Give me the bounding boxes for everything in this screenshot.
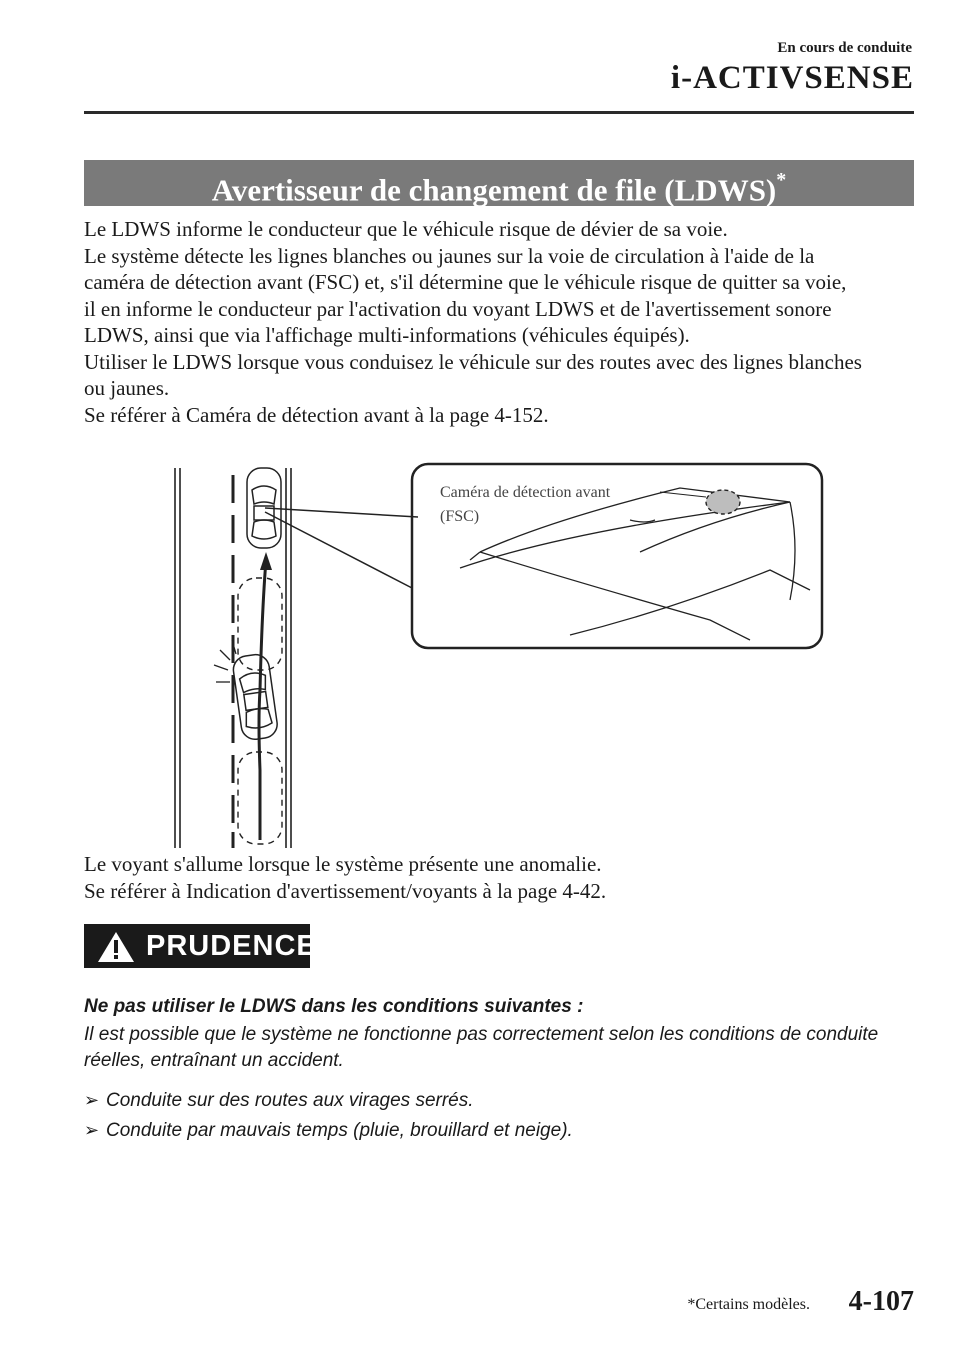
indicator-line: Se référer à Indication d'avertissement/voyants à la page 4-42. <box>84 878 607 903</box>
ldws-illustration <box>150 460 830 850</box>
intro-line: Le LDWS informe le conducteur que le véhicule risque de dévier de sa voie. <box>84 217 728 241</box>
caution-bullet <box>84 1120 573 1142</box>
bullet-text: Conduite sur des routes aux virages serrés. <box>106 1090 474 1111</box>
caution-text <box>84 1022 924 1074</box>
caution-heading: Ne pas utiliser le LDWS dans les conditions suivantes : <box>84 996 584 1017</box>
indicator-paragraph <box>84 851 924 904</box>
intro-line: ou jaunes. <box>84 376 170 400</box>
fsc-leader-line <box>660 492 706 497</box>
warning-triangle-icon <box>96 930 136 964</box>
footnote: *Certains modèles. <box>687 1296 810 1313</box>
page-number: 4-107 <box>848 1286 914 1317</box>
chapter-header: i-ACTIVSENSE <box>670 60 914 96</box>
arrow-bullet-icon: ➢ <box>84 1090 100 1110</box>
header-rule <box>84 111 914 114</box>
intro-line: Se référer à Caméra de détection avant à la page 4-152. <box>84 402 549 427</box>
indicator-line: Le voyant s'allume lorsque le système présente une anomalie. <box>84 852 602 876</box>
travel-arrow-head <box>260 552 272 570</box>
travel-path <box>259 560 266 840</box>
intro-paragraph <box>84 216 924 428</box>
fsc-camera-marker <box>706 490 740 514</box>
car-drifting <box>232 653 279 741</box>
pointer-line-upper <box>265 508 418 517</box>
caution-badge <box>84 924 317 968</box>
intro-line: caméra de détection avant (FSC) et, s'il détermine que le véhicule risque de quitter sa voie, <box>84 270 847 294</box>
intro-line: Utiliser le LDWS lorsque vous conduisez le véhicule sur des routes avec des lignes blanches <box>84 349 862 374</box>
arrow-bullet-icon: ➢ <box>84 1120 100 1140</box>
intro-line: Le système détecte les lignes blanches ou jaunes sur la voie de circulation à l'aide de la <box>84 243 815 268</box>
caution-bullet <box>84 1090 474 1112</box>
intro-line: LDWS, ainsi que via l'affichage multi-informations (véhicules équipés). <box>84 323 690 347</box>
section-title-bar <box>84 160 914 206</box>
caution-text-line: Il est possible que le système ne fonctionne pas correctement selon les conditions de conduite <box>84 1024 879 1045</box>
fsc-label-line2: (FSC) <box>440 508 480 525</box>
windshield-sketch <box>460 488 810 640</box>
section-header: En cours de conduite <box>777 40 912 56</box>
caution-text-line: réelles, entraînant un accident. <box>84 1050 344 1071</box>
title-footnote-mark: * <box>776 169 787 191</box>
bullet-text: Conduite par mauvais temps (pluie, brouillard et neige). <box>106 1120 573 1141</box>
caution-label: PRUDENCE <box>146 930 317 962</box>
pointer-line-lower <box>265 512 412 588</box>
fsc-label-line1: Caméra de détection avant <box>440 484 611 501</box>
intro-line: il en informe le conducteur par l'activation du voyant LDWS et de l'avertissement sonore <box>84 296 832 321</box>
section-title: Avertisseur de changement de file (LDWS) <box>211 172 777 208</box>
